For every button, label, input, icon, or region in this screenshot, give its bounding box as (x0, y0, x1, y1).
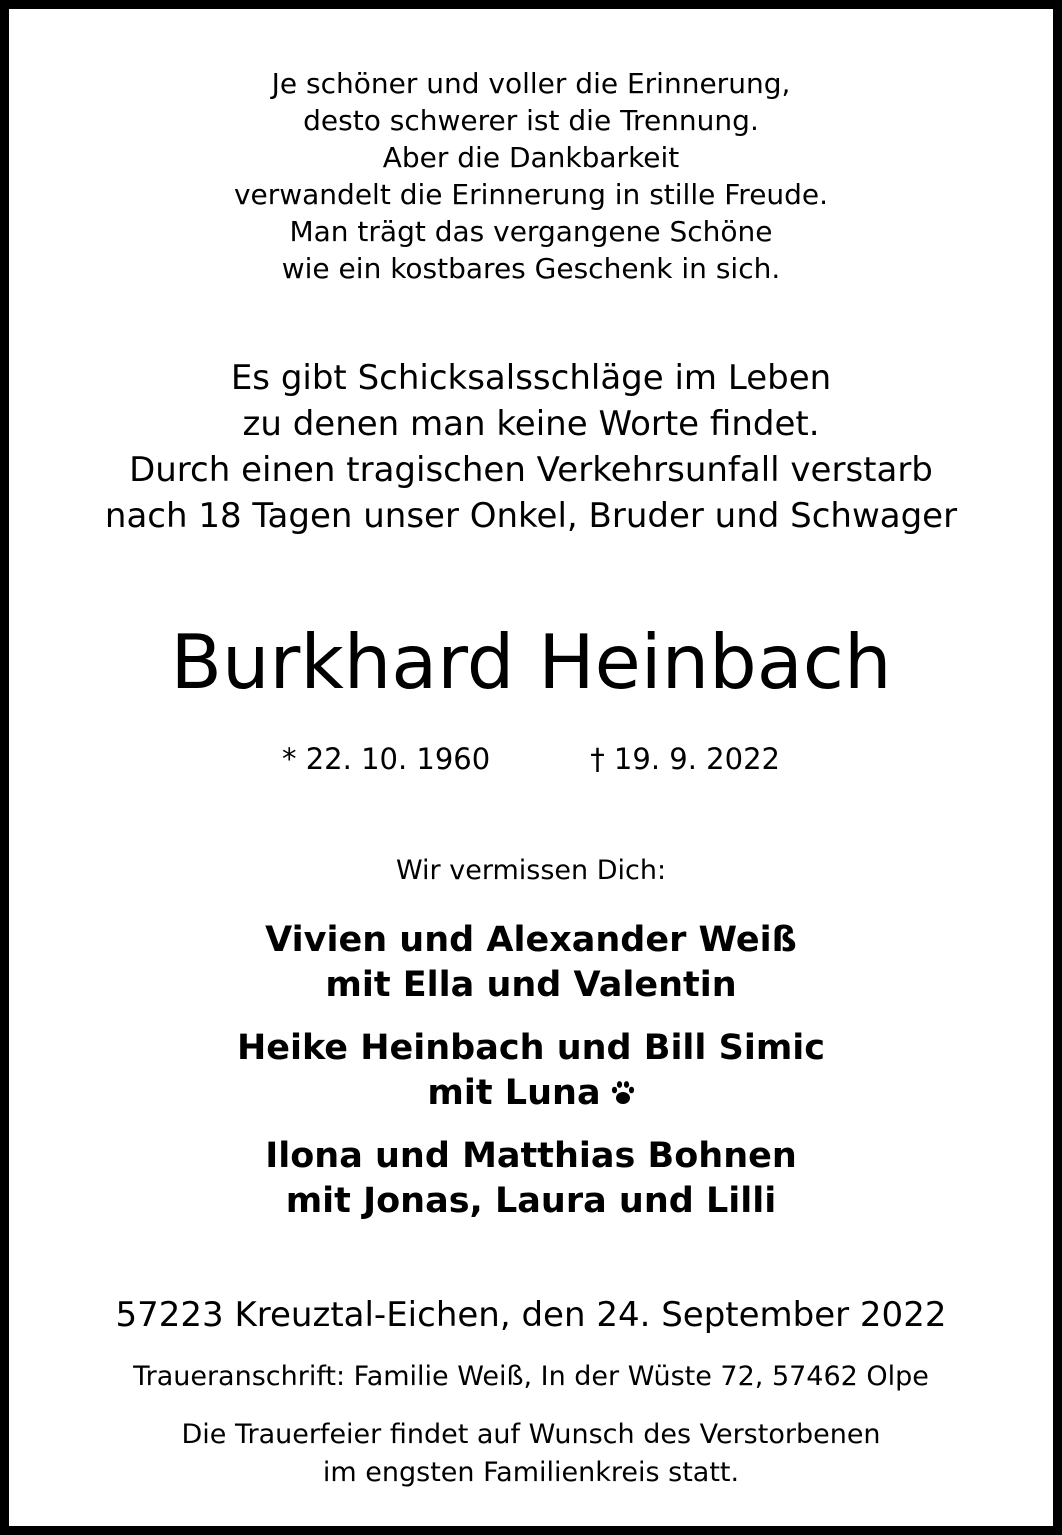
place-date: 57223 Kreuztal-Eichen, den 24. September 2022 (115, 1295, 947, 1335)
mourner-line-luna (9, 1071, 1053, 1118)
life-dates (9, 741, 1053, 777)
poem-line: desto schwerer ist die Trennung. (303, 104, 759, 137)
intro-line: Es gibt Schicksalsschläge im Leben (230, 358, 832, 398)
mourner-line: Vivien und Alexander Weiß (265, 920, 797, 960)
ceremony-line: Die Trauerfeier findet auf Wunsch des Verstorbenen (181, 1419, 881, 1450)
mourner-line: Heike Heinbach und Bill Simic (236, 1028, 826, 1068)
intro-line: Durch einen tragischen Verkehrsunfall verstarb (129, 450, 933, 490)
ceremony-line: im engsten Familienkreis statt. (322, 1457, 740, 1488)
paw-print-icon (611, 1073, 635, 1118)
mourner-line: mit Ella und Valentin (325, 965, 737, 1005)
poem-line: Man trägt das vergangene Schöne (289, 215, 773, 248)
mourner-text: mit Luna (427, 1073, 601, 1113)
mourner-line: Ilona und Matthias Bohnen (265, 1136, 797, 1176)
poem-line: verwandelt die Erinnerung in stille Freude. (233, 178, 829, 211)
mourning-address: Traueranschrift: Familie Weiß, In der Wüste 72, 57462 Olpe (133, 1361, 929, 1392)
poem-line: Aber die Dankbarkeit (382, 141, 680, 174)
poem-line: Je schöner und voller die Erinnerung, (271, 67, 791, 100)
miss-text: Wir vermissen Dich: (395, 855, 667, 886)
death-date: † 19. 9. 2022 (590, 742, 780, 776)
poem-line: wie ein kostbares Geschenk in sich. (281, 252, 781, 285)
intro-line: zu denen man keine Worte findet. (242, 404, 820, 444)
mourner-line: mit Jonas, Laura und Lilli (285, 1181, 777, 1221)
intro-line: nach 18 Tagen unser Onkel, Bruder und Schwager (104, 496, 958, 536)
birth-date: * 22. 10. 1960 (282, 742, 491, 776)
deceased-name: Burkhard Heinbach (170, 618, 892, 706)
